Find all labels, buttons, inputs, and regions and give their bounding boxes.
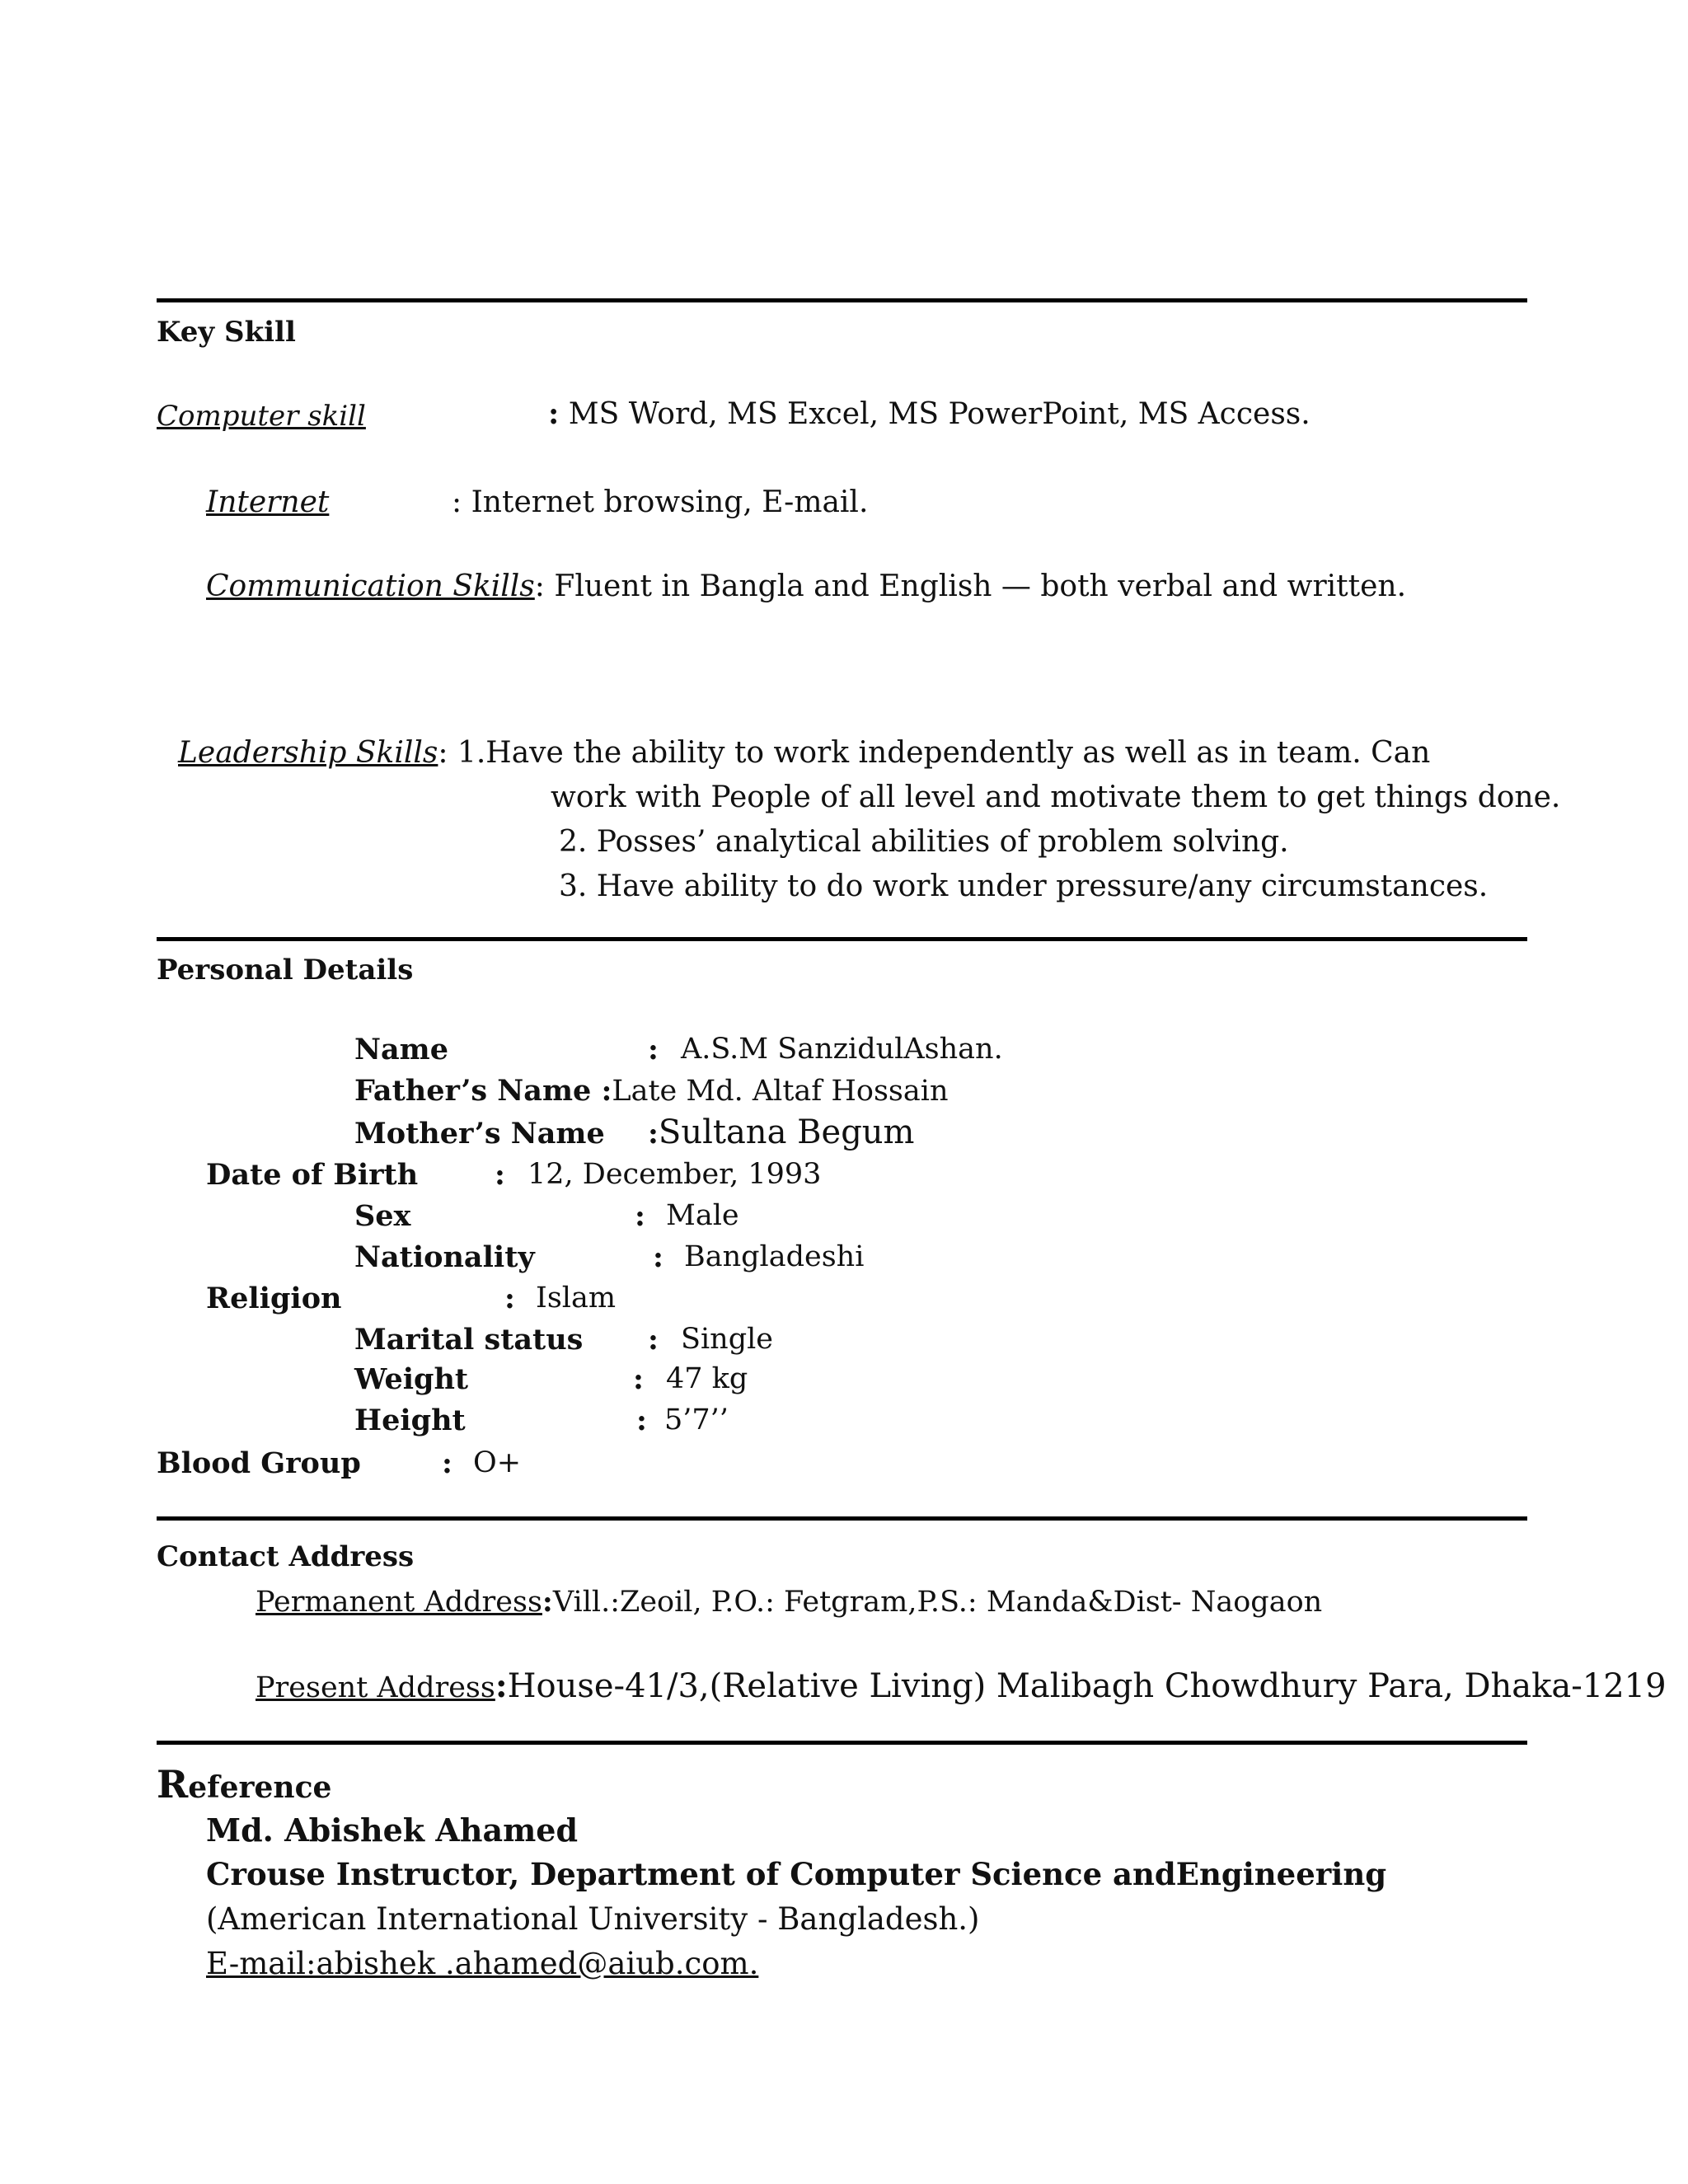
mother-name-row [648, 1113, 915, 1151]
present-address-value: House-41/3,(Relative Living) Malibagh Chowdhury Para, Dhaka-1219 [507, 1667, 1667, 1705]
height-value: 5’7’’ [664, 1404, 729, 1436]
permanent-address-value: Vill.:Zeoil, P.O.: Fetgram,P.S.: Manda&Dist- Naogaon [552, 1586, 1323, 1619]
permanent-address-row [256, 1587, 1322, 1617]
marital-status-value: Single [681, 1323, 774, 1356]
computer-skill-label: Computer skill [157, 400, 366, 433]
mother-name-label: Mother’s Name [354, 1117, 605, 1151]
leadership-skills-line2: work with People of all level and motivate them to get things done. [551, 780, 1561, 814]
reference-heading-initial: R [157, 1762, 189, 1807]
name-colon: : [648, 1033, 659, 1066]
dob-label: Date of Birth [206, 1158, 419, 1192]
religion-colon: : [504, 1282, 515, 1315]
key-skill-heading: Key Skill [157, 316, 296, 349]
computer-skill-row [548, 396, 1311, 431]
dob-colon: : [495, 1158, 505, 1192]
nationality-colon: : [653, 1240, 663, 1274]
marital-status-colon: : [648, 1323, 659, 1357]
present-address-colon: : [495, 1666, 508, 1705]
present-address-label: Present Address [256, 1671, 495, 1704]
height-colon: : [636, 1404, 647, 1437]
name-label: Name [354, 1033, 448, 1066]
sex-value: Male [666, 1199, 739, 1232]
communication-skills-value: : Fluent in Bangla and English — both verbal and written. [534, 569, 1407, 603]
religion-label: Religion [206, 1282, 342, 1315]
leadership-skills-line3: 2. Posses’ analytical abilities of problem solving. [559, 825, 1289, 859]
reference-organization: (American International University - Bangladesh.) [206, 1901, 980, 1937]
father-name-value: Late Md. Altaf Hossain [612, 1075, 949, 1108]
communication-skills-row [206, 569, 1407, 603]
height-label: Height [354, 1404, 466, 1437]
internet-label: Internet [206, 485, 330, 519]
present-address-row [256, 1666, 1667, 1705]
blood-group-label: Blood Group [157, 1446, 361, 1480]
weight-value: 47 kg [666, 1362, 748, 1395]
father-name-row [354, 1076, 948, 1106]
mother-name-value: Sultana Begum [658, 1113, 915, 1151]
reference-name: Md. Abishek Ahamed [206, 1811, 579, 1849]
reference-title: Crouse Instructor, Department of Computer Science andEngineering [206, 1856, 1387, 1892]
permanent-address-label: Permanent Address [256, 1586, 542, 1619]
name-value: A.S.M SanzidulAshan. [681, 1033, 1003, 1066]
weight-colon: : [633, 1362, 644, 1396]
sex-label: Sex [354, 1199, 411, 1233]
computer-skill-colon: : [548, 396, 560, 431]
section-divider [157, 298, 1527, 302]
nationality-value: Bangladeshi [684, 1240, 865, 1273]
religion-value: Islam [536, 1282, 617, 1315]
contact-address-heading: Contact Address [157, 1540, 415, 1573]
father-name-label: Father’s Name : [354, 1074, 612, 1108]
dob-value: 12, December, 1993 [528, 1158, 822, 1191]
nationality-label: Nationality [354, 1240, 535, 1274]
reference-heading-rest: eference [188, 1770, 332, 1805]
reference-email: E-mail:abishek .ahamed@aiub.com. [206, 1946, 759, 1981]
blood-group-value: O+ [473, 1446, 522, 1479]
communication-skills-label: Communication Skills [206, 569, 535, 603]
permanent-address-colon: : [542, 1585, 553, 1619]
blood-group-colon: : [442, 1446, 452, 1480]
section-divider [157, 1516, 1527, 1521]
personal-details-heading: Personal Details [157, 954, 414, 987]
leadership-skills-line4: 3. Have ability to do work under pressure/any circumstances. [559, 869, 1489, 903]
mother-name-colon: : [648, 1117, 659, 1151]
marital-status-label: Marital status [354, 1323, 584, 1357]
leadership-skills-row [178, 738, 1430, 768]
section-divider [157, 1741, 1527, 1745]
internet-value: : Internet browsing, E-mail. [452, 485, 869, 519]
computer-skill-value: MS Word, MS Excel, MS PowerPoint, MS Access. [559, 397, 1311, 431]
leadership-skills-label: Leadership Skills [178, 736, 438, 770]
leadership-skills-line1: : 1.Have the ability to work independently as well as in team. Can [438, 736, 1431, 770]
section-divider [157, 937, 1527, 941]
weight-label: Weight [354, 1362, 469, 1396]
reference-heading [157, 1762, 332, 1807]
sex-colon: : [635, 1199, 645, 1233]
